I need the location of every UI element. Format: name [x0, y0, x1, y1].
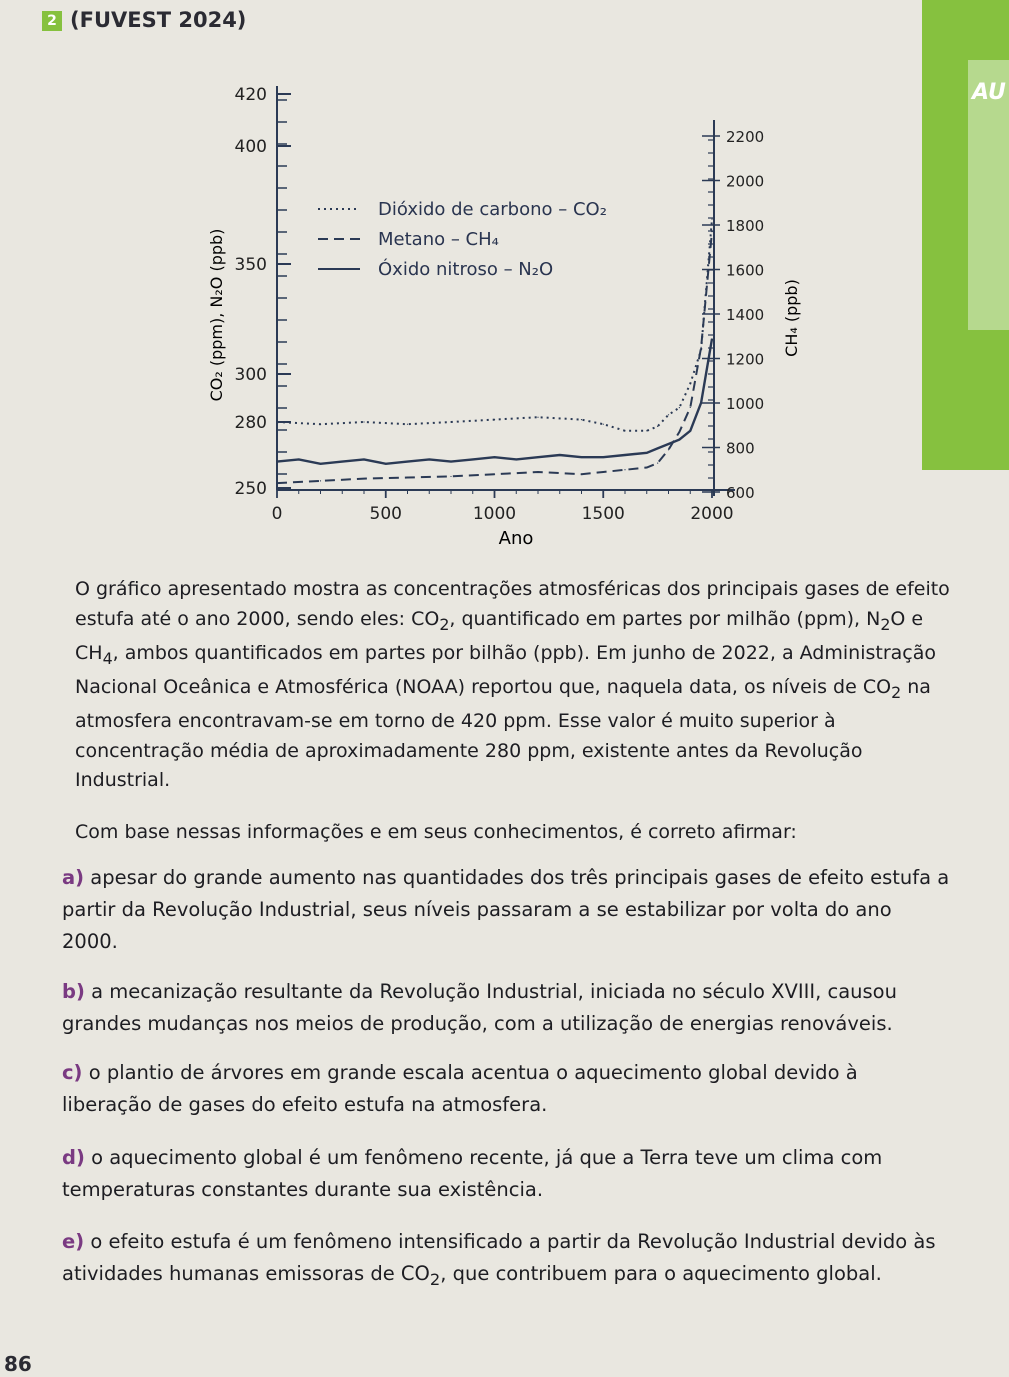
chapter-tab-label: AU [972, 80, 1006, 105]
right-tick-label: 1000 [726, 395, 765, 413]
x-axis-label: Ano [498, 528, 534, 549]
option-d[interactable] [62, 1142, 952, 1206]
legend-label: Óxido nitroso – N₂O [378, 259, 554, 280]
series-line [277, 219, 712, 431]
left-tick-label: 250 [234, 479, 267, 499]
option-b[interactable] [62, 976, 952, 1040]
intro-text-3: O e [890, 607, 924, 630]
right-tick-label: 600 [726, 484, 755, 502]
data-point [494, 474, 495, 475]
data-point [320, 463, 321, 464]
data-point [407, 461, 408, 462]
x-tick-label: 1000 [472, 504, 517, 524]
data-point [407, 424, 408, 425]
data-point [679, 439, 680, 440]
n2o-formula: N [866, 607, 881, 630]
question-number: 2 [42, 11, 62, 31]
data-point [537, 457, 538, 458]
option-text: , que contribuem para o aquecimento global. [440, 1262, 882, 1285]
option-letter: e) [62, 1230, 85, 1253]
data-point [276, 483, 277, 484]
intro-text-4: , ambos quantificados em partes por bilhão (ppb). Em junho de 2022, a Administração Nacional Oceânica e Atmosférica (NOAA) reportou que, naquela data, os níveis de [75, 641, 936, 699]
option-letter: d) [62, 1146, 85, 1169]
data-point [624, 430, 625, 431]
right-tick-label: 800 [726, 439, 755, 458]
right-tick-label: 1800 [726, 217, 765, 235]
x-tick-label: 1500 [581, 504, 625, 524]
series-line [277, 339, 712, 464]
data-point [559, 454, 560, 455]
legend-label: Metano – CH₄ [378, 229, 499, 250]
data-point [342, 461, 343, 462]
data-point [581, 457, 582, 458]
page-number: 86 [4, 1352, 32, 1376]
left-tick-label: 400 [234, 137, 267, 157]
data-point [516, 459, 517, 460]
data-point [320, 424, 321, 425]
data-point [657, 462, 658, 463]
data-point [657, 426, 658, 427]
data-point [581, 474, 582, 475]
data-point [690, 407, 691, 408]
option-e[interactable] [62, 1226, 952, 1296]
subscript-2: 2 [429, 1269, 441, 1289]
data-point [537, 471, 538, 472]
data-point [711, 338, 712, 339]
y-axis-left-label: CO₂ (ppm), N₂O (ppb) [207, 228, 226, 402]
ch4-formula: CH [75, 641, 103, 664]
data-point [624, 454, 625, 455]
data-point [450, 476, 451, 477]
data-point [690, 383, 691, 384]
intro-text-5: na atmosfera encontravam-se em torno de 420 ppm. Esse valor é muito superior à concentração média de aproximadamente 280 ppm, existente antes da Revolução Industrial. [75, 676, 931, 792]
legend-label: Dióxido de carbono – CO₂ [378, 199, 607, 220]
chart-legend [318, 199, 607, 280]
data-point [537, 417, 538, 418]
data-point [679, 431, 680, 432]
data-point [494, 419, 495, 420]
data-point [298, 459, 299, 460]
data-point [668, 443, 669, 444]
data-point [276, 421, 277, 422]
option-text: a mecanização resultante da Revolução Industrial, iniciada no século XVIII, causou grandes mudanças nos meios de produção, com a utilização de energias renováveis. [62, 980, 897, 1035]
option-text: o efeito estufa é um fenômeno intensificado a partir da Revolução Industrial devido às atividades humanas emissoras de [62, 1230, 936, 1285]
data-point [711, 231, 712, 232]
left-tick-label: 280 [234, 413, 267, 433]
left-tick-label: 350 [234, 255, 267, 275]
data-point [581, 419, 582, 420]
co2-formula: CO [862, 676, 892, 699]
y-axis-right-label: CH₄ (ppb) [782, 279, 801, 357]
co2-formula: CO [411, 607, 440, 630]
x-tick-label: 2000 [690, 504, 734, 524]
option-a[interactable] [62, 862, 952, 958]
data-point [429, 459, 430, 460]
left-tick-label: 420 [234, 85, 267, 105]
data-point [646, 430, 647, 431]
data-point [363, 459, 364, 460]
right-tick-label: 2200 [726, 128, 765, 146]
question-prompt: Com base nessas informações e em seus conhecimentos, é correto afirmar: [75, 821, 797, 843]
data-point [407, 477, 408, 478]
data-point [603, 471, 604, 472]
x-tick-label: 500 [369, 504, 402, 524]
co2-formula: CO [400, 1262, 430, 1285]
question-header [42, 8, 246, 32]
right-tick-label: 1400 [726, 306, 765, 324]
subscript-2: 2 [880, 614, 891, 634]
right-tick-label: 2000 [726, 172, 765, 191]
option-letter: b) [62, 980, 85, 1003]
data-point [657, 448, 658, 449]
data-point [711, 219, 712, 220]
data-point [385, 463, 386, 464]
data-point [701, 402, 702, 403]
intro-text-2: , quantificado em partes por milhão (ppm), [449, 607, 867, 630]
subscript-2: 2 [891, 682, 902, 702]
data-point [624, 469, 625, 470]
option-text: apesar do grande aumento nas quantidades dos três principais gases de efeito estufa a partir da Revolução Industrial, seus níveis passaram a se estabilizar por volta do ano 2000. [62, 866, 950, 953]
right-tick-label: 1200 [726, 350, 765, 369]
intro-paragraph [75, 575, 955, 796]
data-point [668, 414, 669, 415]
data-point [363, 478, 364, 479]
left-tick-label: 300 [234, 365, 267, 385]
data-point [679, 407, 680, 408]
data-point [450, 421, 451, 422]
x-tick-label: 0 [271, 504, 283, 524]
question-source: (FUVEST 2024) [70, 8, 247, 32]
data-point [472, 459, 473, 460]
data-point [363, 421, 364, 422]
data-point [646, 452, 647, 453]
intro-text-1: O gráfico apresentado mostra as concentrações atmosféricas dos principais gases de efeito estufa até o ano 2000, sendo eles: [75, 578, 950, 630]
option-text: o aquecimento global é um fenômeno recente, já que a Terra teve um clima com temperaturas constantes durante sua existência. [62, 1146, 883, 1201]
data-point [668, 449, 669, 450]
option-letter: a) [62, 866, 85, 889]
subscript-4: 4 [102, 648, 113, 668]
emissions-chart [0, 60, 900, 560]
data-point [603, 457, 604, 458]
option-text: o plantio de árvores em grande escala acentua o aquecimento global devido à liberação de gases do efeito estufa na atmosfera. [62, 1061, 858, 1116]
data-point [450, 461, 451, 462]
data-point [603, 424, 604, 425]
data-point [494, 457, 495, 458]
chart-axes [277, 86, 735, 496]
option-letter: c) [62, 1061, 83, 1084]
data-point [276, 461, 277, 462]
data-point [690, 430, 691, 431]
data-point [646, 467, 647, 468]
right-tick-label: 1600 [726, 261, 765, 280]
option-c[interactable] [62, 1057, 952, 1121]
subscript-2: 2 [439, 614, 450, 634]
data-point [320, 480, 321, 481]
data-point [701, 347, 702, 348]
